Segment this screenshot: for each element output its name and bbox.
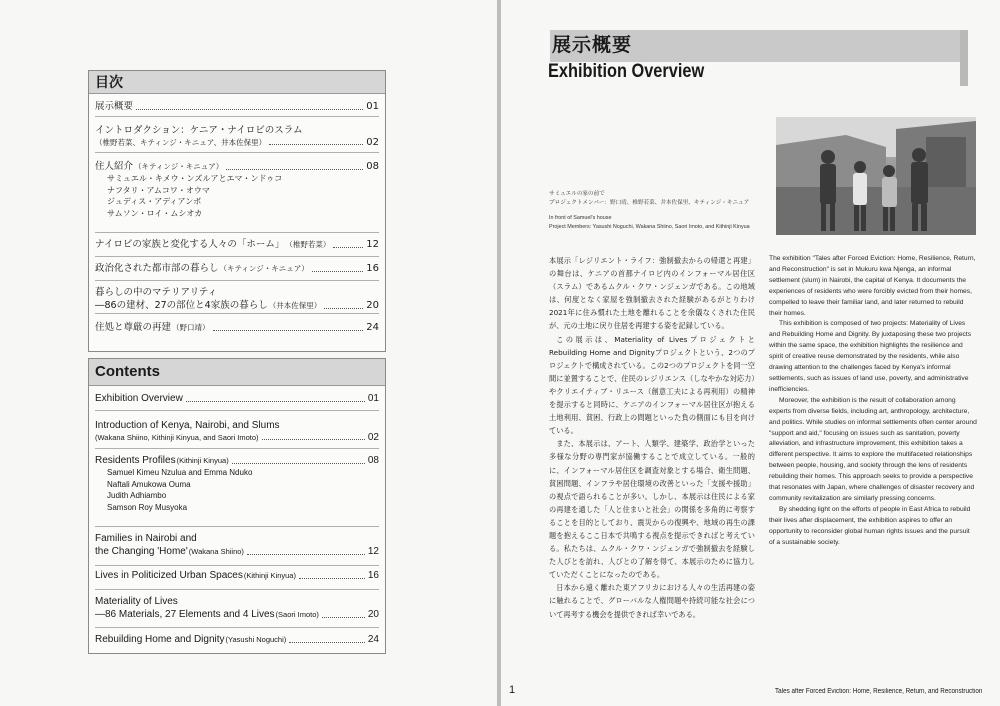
toc-dot-leader (299, 578, 365, 579)
toc-page-number: 08 (366, 161, 379, 172)
toc-entry-title: イントロダクション：ケニア・ナイロビのスラム (95, 125, 303, 136)
toc-entry-authors: （椎野若菜、キティンジ・キニュア、井本佐保里） (95, 138, 267, 147)
toc-entry-author: (Saori Imoto) (275, 610, 319, 619)
toc-entry[interactable] (95, 100, 379, 113)
toc-dot-leader (232, 463, 365, 464)
toc-entry-title: Introduction of Kenya, Nairobi, and Slums (95, 420, 280, 431)
toc-page-number: 08 (367, 455, 379, 466)
photo-caption-jp (549, 190, 779, 208)
body-jp-paragraph: この展示は、Materiality of LivesプロジェクトとRebuilding Home and Dignityプロジェクトという、2つのプロジェクトで構成されている。この2つのプロジェクトを同一空間に並置することで、住民のレジリエンス（しなやかな対応力）やクリエイティブ・リユース（創意工夫による再利用）の精神を提示すると同時に、ケニアのインフォーマル居住区が抱える土地利用、貧困、行政上の問題といった負の側面にも目を向けている。 (549, 334, 755, 436)
toc-entry-author: （キティンジ・キニュア） (134, 162, 224, 171)
toc-separator (95, 232, 379, 233)
toc-dot-leader (247, 554, 365, 555)
toc-entry-title: 住人紹介 (95, 161, 134, 172)
toc-separator (95, 526, 379, 527)
toc-dot-leader (312, 271, 364, 272)
toc-dot-leader (186, 401, 365, 402)
toc-entry-author: (Kithinji Kinyua) (243, 571, 296, 580)
toc-separator (95, 152, 379, 153)
toc-entry[interactable] (95, 262, 379, 275)
toc-entry-title: 住処と尊厳の再建 (95, 322, 172, 333)
toc-dot-leader (289, 642, 365, 643)
toc-entry-title: Lives in Politicized Urban Spaces (95, 570, 243, 581)
toc-entry[interactable] (95, 238, 379, 251)
toc-heading-jp: 目次 (89, 71, 385, 94)
toc-entry[interactable] (95, 569, 379, 582)
toc-entry-title: Families in Nairobi and (95, 533, 197, 544)
body-jp-paragraph: 日本から遠く離れた東アフリカにおける人々の生活再建の姿に触れることで、グローバルな人権問題や持続可能な社会について再考する機会を提供できれば幸いである。 (549, 583, 755, 619)
toc-entry-title-line2: ―86 Materials, 27 Elements and 4 Lives (95, 609, 275, 620)
toc-dot-leader (136, 109, 363, 110)
toc-separator (95, 589, 379, 590)
toc-entry-title: Materiality of Lives (95, 596, 178, 607)
title-japanese: 展示概要 (552, 34, 633, 56)
toc-entry[interactable] (95, 392, 379, 405)
toc-separator (95, 410, 379, 411)
toc-entry-title: Rebuilding Home and Dignity (95, 634, 225, 645)
toc-resident-name: ジュディス・アディアンボ (107, 197, 202, 206)
title-side-bar (960, 30, 968, 86)
caption-jp-line1: サミュエルの家の前で (549, 191, 605, 197)
caption-en-line1: In front of Samuel's house (549, 215, 612, 221)
body-jp-paragraph: また、本展示は、アート、人類学、建築学、政治学といった多様な分野の専門家が協働することで成立している。一般的に、インフォーマル居住区を調査対象とする場合、衛生問題、貧困問題、インフラや居住環境の改善といった「支援や援助」の視点で語られることが多い。しかし、本展示は住民による家の再建を通した「人と住まいと社会」の関係を多角的に考察することを目的としており、震災からの復興や、地域の再生の課題を抱えるここ日本で共鳴する視点を提示できればと考えている。私たちは、ムクル・クワ・ンジェンガで強制撤去を経験した人びとを訪れ、人びとの了解を得て、本展示のために協力していただくことになったのである。 (549, 439, 755, 580)
toc-entry[interactable] (95, 160, 379, 219)
toc-heading-en: Contents (89, 359, 385, 386)
left-page (0, 0, 497, 706)
photo-caption-en (549, 214, 779, 232)
toc-separator (95, 256, 379, 257)
toc-entry-author: （椎野若菜） (285, 240, 331, 249)
toc-japanese (88, 70, 386, 352)
section-title (548, 28, 968, 86)
toc-dot-leader (324, 308, 363, 309)
toc-resident-names (95, 467, 379, 513)
toc-page-number: 12 (367, 546, 379, 557)
toc-english (88, 358, 386, 654)
toc-dot-leader (269, 144, 363, 145)
toc-entry-title-line2: ―86の建材、27の部位と4家族の暮らし (95, 300, 268, 311)
toc-entry[interactable] (95, 321, 379, 334)
toc-resident-name: Naftali Amukowa Ouma (107, 479, 191, 489)
toc-resident-name: ナフタリ・アムコワ・オウマ (107, 185, 210, 195)
toc-entry-author: （井本佐保里） (268, 301, 322, 310)
toc-page-number: 12 (366, 239, 379, 250)
running-footer: Tales after Forced Eviction: Home, Resilience, Return, and Reconstruction (774, 688, 982, 695)
photo-illustration (776, 117, 976, 235)
toc-separator (95, 627, 379, 628)
toc-resident-name: サミュエル・キメウ・ンズルアとエマ・ンドゥコ (107, 174, 283, 183)
caption-jp-line2: プロジェクトメンバー：野口靖、椎野若菜、井本佐保里、キティンジ・キニュア (549, 200, 750, 206)
toc-resident-name: サムソン・ロイ・ムシオカ (107, 208, 203, 218)
toc-entry[interactable] (95, 454, 379, 513)
body-en-paragraph: By shedding light on the efforts of people in East Africa to rebuild their lives after displacement, the exhibition aspires to offer an opportunity to reconsider global human rights issues and the pursuit of a sustainable society. (769, 505, 971, 546)
toc-separator (95, 448, 379, 449)
body-text-jp (549, 254, 755, 621)
group-photo (776, 117, 976, 235)
toc-entry[interactable] (95, 124, 379, 148)
toc-dot-leader (213, 330, 364, 331)
toc-entry-title: Residents Profiles (95, 455, 176, 466)
toc-separator (95, 313, 379, 314)
body-text-en (769, 254, 977, 548)
toc-resident-name: Samuel Kimeu Nzulua and Emma Nduko (107, 468, 253, 477)
toc-separator (95, 116, 379, 117)
page-number: 1 (509, 684, 516, 696)
toc-entry-author: (Kithinji Kinyua) (176, 456, 229, 465)
toc-entry[interactable] (95, 532, 379, 558)
right-page (501, 0, 1000, 706)
body-en-paragraph: Moreover, the exhibition is the result of collaboration among experts from diverse fields, including art, anthropology, architecture, and politics. While studies on informal settlements often center around "support and aid," focusing on issues such as sanitation, poverty alleviation, and infrastructure improvement, this exhibition takes a different perspective. It aims to explore the multifaceted relationships between people, housing, and society through the lens of residents rebuilding their homes. This approach seeks to provide a perspective that resonates with Japan, where challenges of disaster recovery and community revitalization are similarly pressing concerns. (769, 396, 977, 502)
toc-entry-title-line2: the Changing 'Home' (95, 546, 188, 557)
toc-entry-author: （野口靖） (172, 323, 210, 332)
toc-dot-leader (262, 439, 365, 440)
toc-separator (95, 565, 379, 566)
toc-page-number: 01 (366, 101, 379, 112)
toc-entry-title: ナイロビの家族と変化する人々の「ホーム」 (95, 239, 285, 250)
toc-page-number: 24 (366, 322, 379, 333)
toc-resident-names (95, 173, 379, 219)
toc-entry-author: (Wakana Shiino) (188, 547, 244, 556)
toc-entry-author: （キティンジ・キニュア） (219, 264, 309, 273)
toc-page-number: 16 (366, 263, 379, 274)
toc-page-number: 02 (366, 137, 379, 148)
toc-page-number: 16 (367, 570, 379, 581)
toc-entry[interactable] (95, 419, 379, 443)
toc-dot-leader (322, 617, 365, 618)
toc-entry-authors: (Wakana Shiino, Kithinji Kinyua, and Saori Imoto) (95, 433, 259, 442)
toc-dot-leader (226, 169, 363, 170)
body-en-paragraph: The exhibition "Tales after Forced Eviction: Home, Resilience, Return, and Reconstruction" is set in Mukuru kwa Njenga, an informal settlement (slum) in Nairobi, the capital of Kenya. It documents the experiences of residents who were forcibly evicted from their homes, compelled to leave their familiar land, and later returned to rebuild their homes. (769, 255, 976, 317)
title-english: Exhibition Overview (548, 61, 705, 82)
toc-entry-title: 暮らしの中のマテリアリティ (95, 287, 218, 298)
toc-page-number: 20 (366, 300, 379, 311)
toc-entry[interactable] (95, 633, 379, 646)
toc-separator (95, 280, 379, 281)
toc-page-number: 02 (367, 432, 379, 443)
toc-entry-title: 政治化された都市部の暮らし (95, 263, 219, 274)
toc-page-number: 24 (367, 634, 379, 645)
toc-page-number: 01 (367, 393, 379, 404)
toc-dot-leader (333, 247, 363, 248)
caption-en-line2: Project Members: Yasushi Noguchi, Wakana Shiino, Saori Imoto, and Kithinji Kinyua (549, 224, 750, 230)
toc-entry-title: Exhibition Overview (95, 393, 183, 404)
toc-entry[interactable] (95, 286, 379, 312)
toc-resident-name: Judith Adhiambo (107, 491, 167, 500)
toc-entry[interactable] (95, 595, 379, 621)
toc-resident-name: Samson Roy Musyoka (107, 502, 188, 512)
toc-entry-author: (Yasushi Noguchi) (225, 635, 287, 644)
toc-entry-title: 展示概要 (95, 101, 134, 112)
toc-page-number: 20 (367, 609, 379, 620)
body-jp-paragraph: 本展示「レジリエント・ライフ：強制撤去からの帰還と再建」の舞台は、ケニアの首都ナイロビ内のインフォーマル居住区（スラム）であるムクル・クワ・ンジェンガである。この地域は、何度となく家屋を強制撤去された経験があるがとりわけ2021年に住み慣れた土地を離れることを余儀なくされた住民が、元の土地に戻り住居を再建する姿を記録している。 (549, 256, 755, 331)
body-en-paragraph: This exhibition is composed of two projects: Materiality of Lives and Rebuilding Home and Dignity. By juxtaposing these two projects within the same space, the exhibition highlights the resilience and spirit of creative reuse demonstrated by the residents, while also drawing attention to the challenges faced by Kenya's informal settlements, such as issues of land use, poverty, and administrative inefficiencies. (769, 320, 972, 393)
